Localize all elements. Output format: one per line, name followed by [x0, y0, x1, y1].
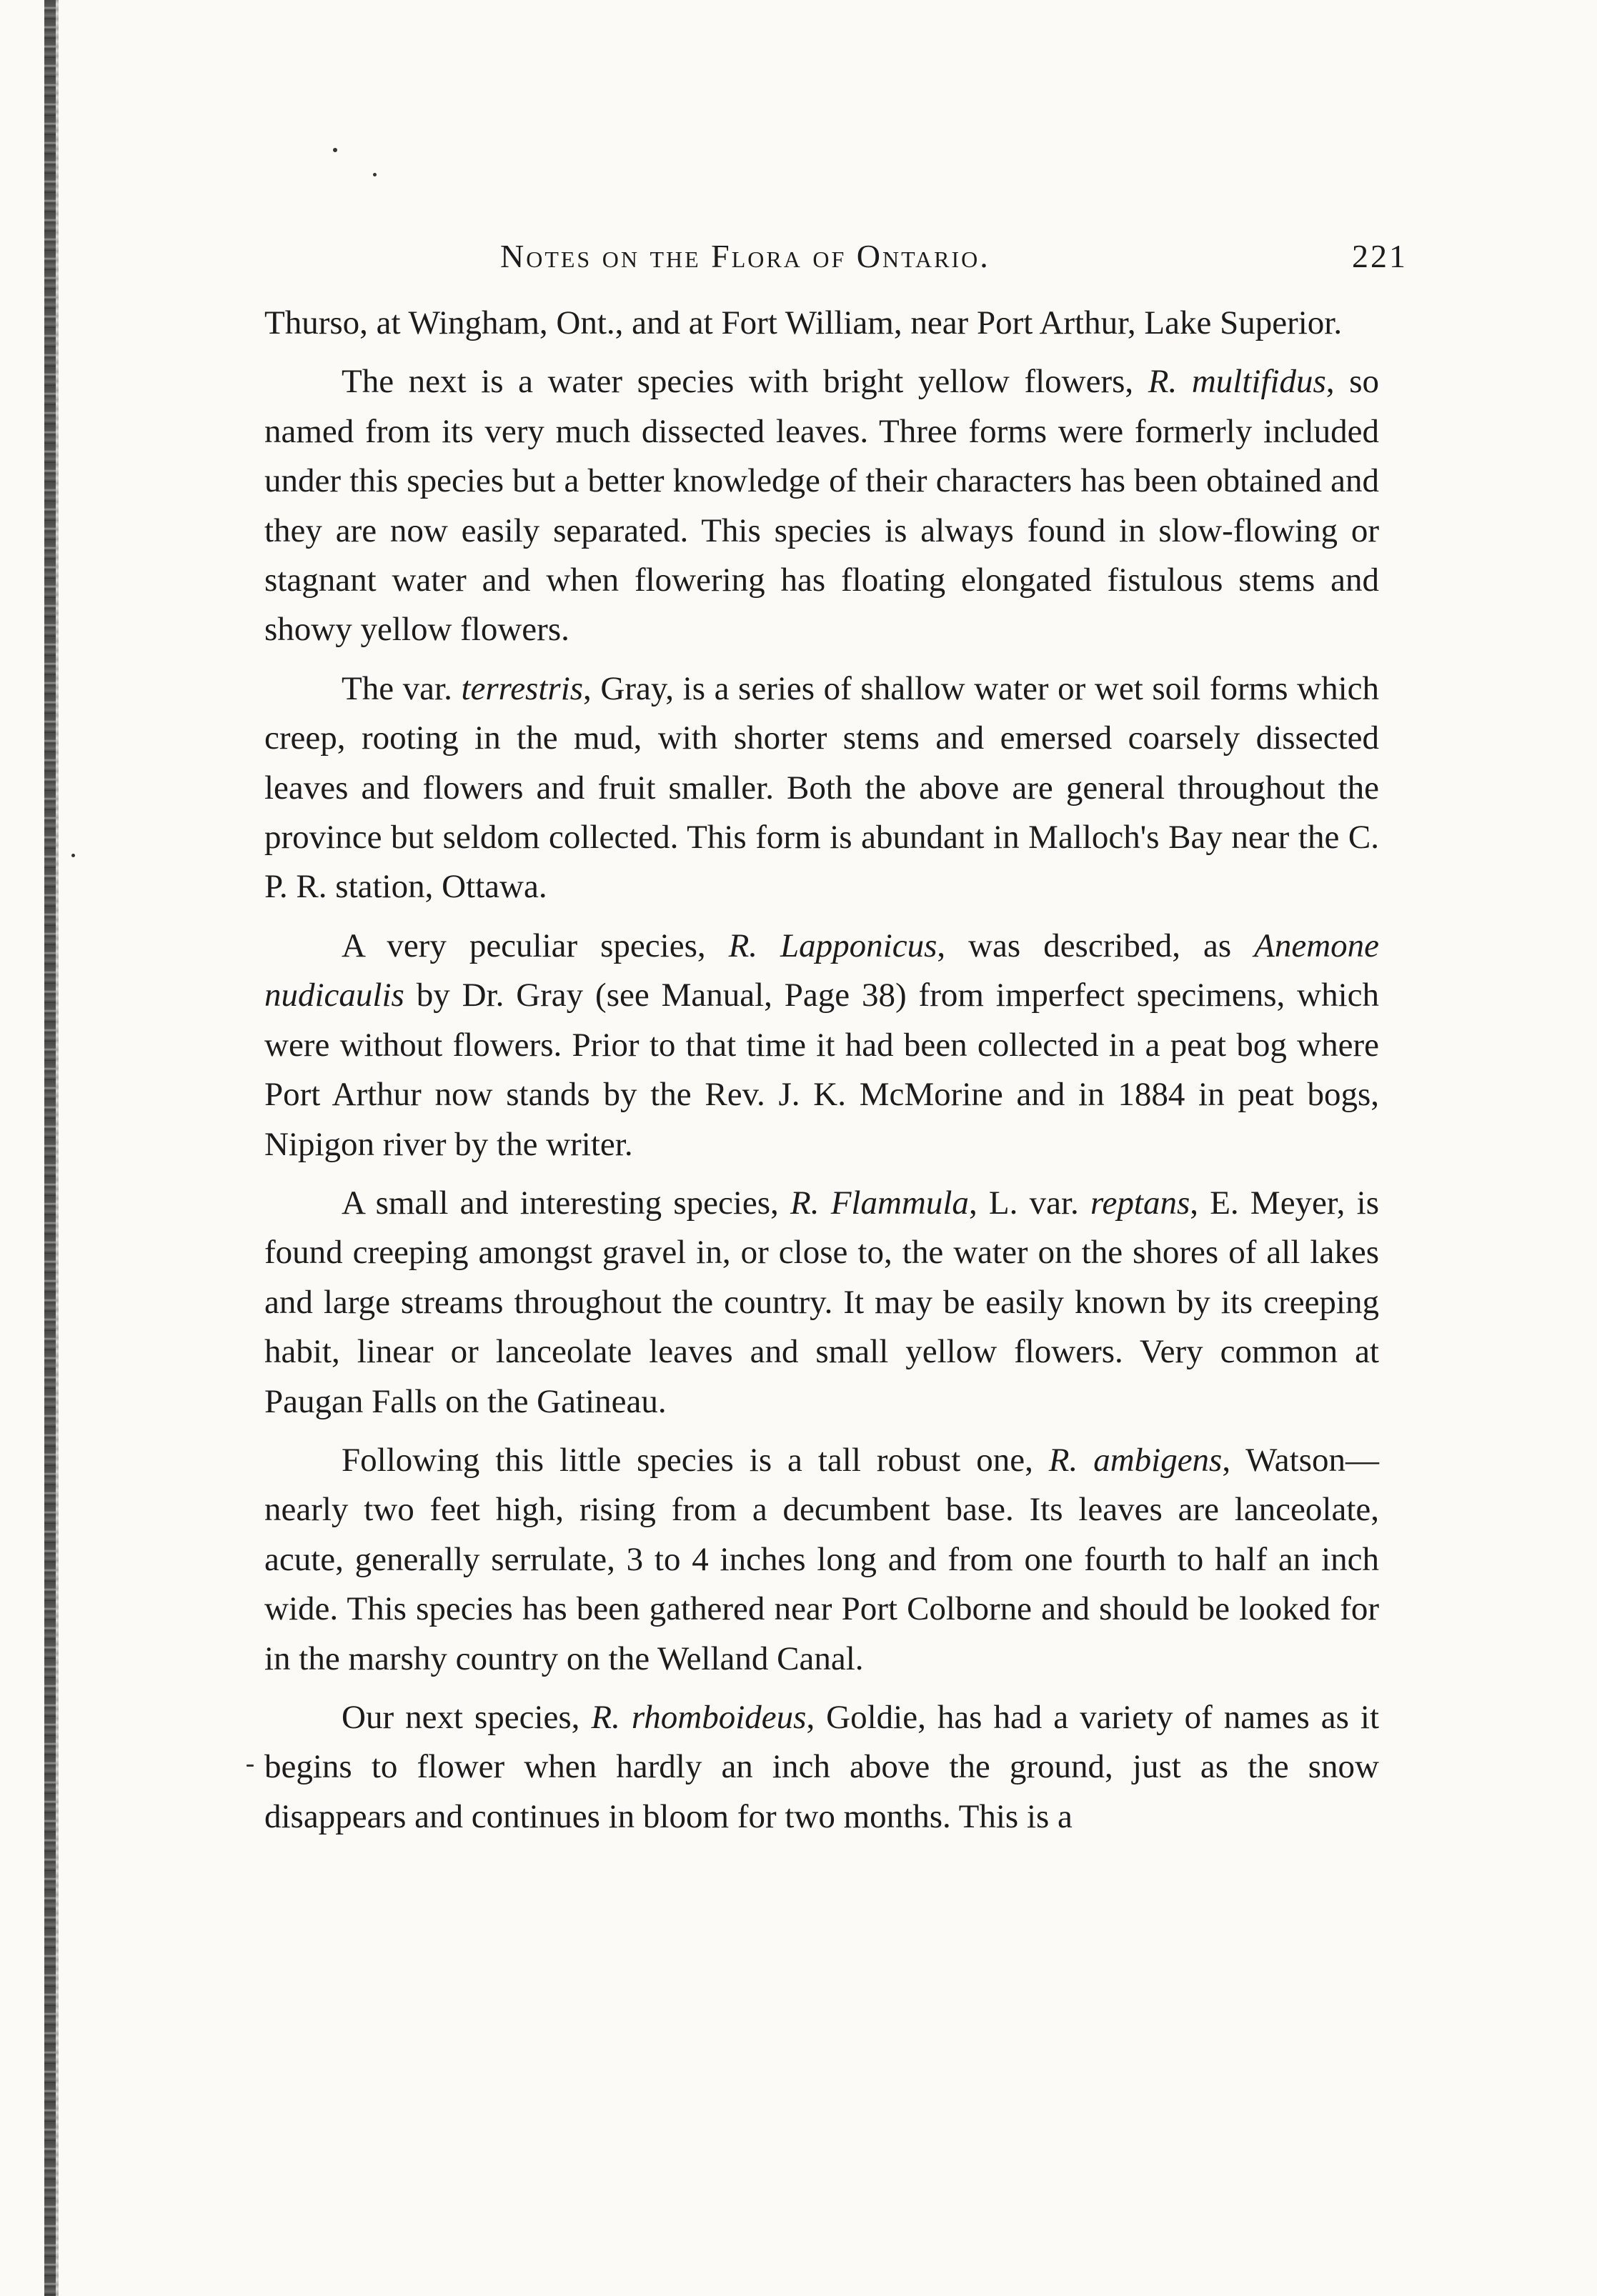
running-head-title: Notes on the Flora of Ontario.: [500, 238, 990, 274]
text-run: Following this little species is a tall robust one,: [342, 1441, 1049, 1479]
species-name: R. Lapponicus: [728, 927, 937, 964]
species-name: reptans: [1090, 1184, 1190, 1222]
paragraph-p6: [264, 1436, 1379, 1684]
species-name: R. ambigens: [1048, 1441, 1223, 1479]
paragraph-p1: [264, 299, 1379, 348]
paragraph-p7: [264, 1693, 1379, 1842]
paragraph-p5: [264, 1179, 1379, 1427]
text-run: , so named from its very much dissected leaves. Three forms were formerly included under this species but a better knowledge of their characters has been obtained and they are now easily separated. This species is always found in slow-flowing or stagnant water and when flowering has floating elongated fistulous stems and showy yellow flowers.: [264, 363, 1380, 649]
text-run: , L. var.: [968, 1184, 1090, 1222]
text-run: Our next species,: [342, 1698, 592, 1736]
running-header: [500, 237, 1408, 287]
text-run: The var.: [342, 669, 462, 707]
species-name: terrestris: [461, 669, 584, 707]
text-run: by Dr. Gray (see Manual, Page 38) from imperfect specimens, which were without flowers. Prior to that time it had been collected in a peat bog where Port Arthur now stands by the Rev. J. K. McMorine and in 1884 in peat bogs, Nipigon river by the writer.: [264, 977, 1379, 1163]
species-name: R. Flammula: [790, 1184, 969, 1222]
ink-speck: [333, 148, 337, 152]
text-run: , Watson—nearly two feet high, rising from a decumbent base. Its leaves are lanceolate, acute, generally serrulate, 3 to 4 inches long and from one fourth to half an inch wide. This species has been gathered near Port Colborne and should be looked for in the marshy country on the Welland Canal.: [264, 1441, 1379, 1677]
ink-speck: [247, 1765, 254, 1767]
species-name: R. rhomboideus: [591, 1698, 807, 1736]
text-run: , Goldie, has had a variety of names as it begins to flower when hardly an inch above the ground, just as the snow disappears and continues in bloom for two months. This is a: [264, 1698, 1379, 1835]
text-run: A small and interesting species,: [342, 1184, 791, 1222]
text-run: The next is a water species with bright yellow flowers,: [342, 363, 1148, 401]
species-name: R. multifidus: [1148, 363, 1326, 401]
text-run: , Gray, is a series of shallow water or wet soil forms which creep, rooting in the mud, with shorter stems and emersed coarsely dissected leaves and flowers and fruit smaller. Both the above are general throughout the province but seldom collected. This form is abundant in Malloch's Bay near the C. P. R. station, Ottawa.: [264, 669, 1379, 906]
body-text: [264, 299, 1379, 1842]
text-run: , was described, as: [937, 927, 1255, 964]
ink-speck: [71, 854, 75, 857]
paragraph-p2: [264, 357, 1379, 654]
paragraph-p3: [264, 664, 1379, 912]
page-binding-shadow: [56, 0, 59, 2296]
text-run: , E. Meyer, is found creeping amongst gravel in, or close to, the water on the shores of all lakes and large streams throughout the country. It may be easily known by its creeping habit, linear or lanceolate leaves and small yellow flowers. Very common at Paugan Falls on the Gatineau.: [264, 1184, 1380, 1420]
species-name: Anemone nudicaulis: [264, 927, 1380, 1014]
page-number: 221: [1352, 238, 1408, 274]
text-run: Thurso, at Wingham, Ont., and at Fort William, near Port Arthur, Lake Superior.: [264, 304, 1343, 341]
page-binding-edge: [44, 0, 56, 2296]
paragraph-p4: [264, 922, 1379, 1169]
ink-speck: [373, 173, 377, 176]
text-run: A very peculiar species,: [342, 927, 729, 964]
